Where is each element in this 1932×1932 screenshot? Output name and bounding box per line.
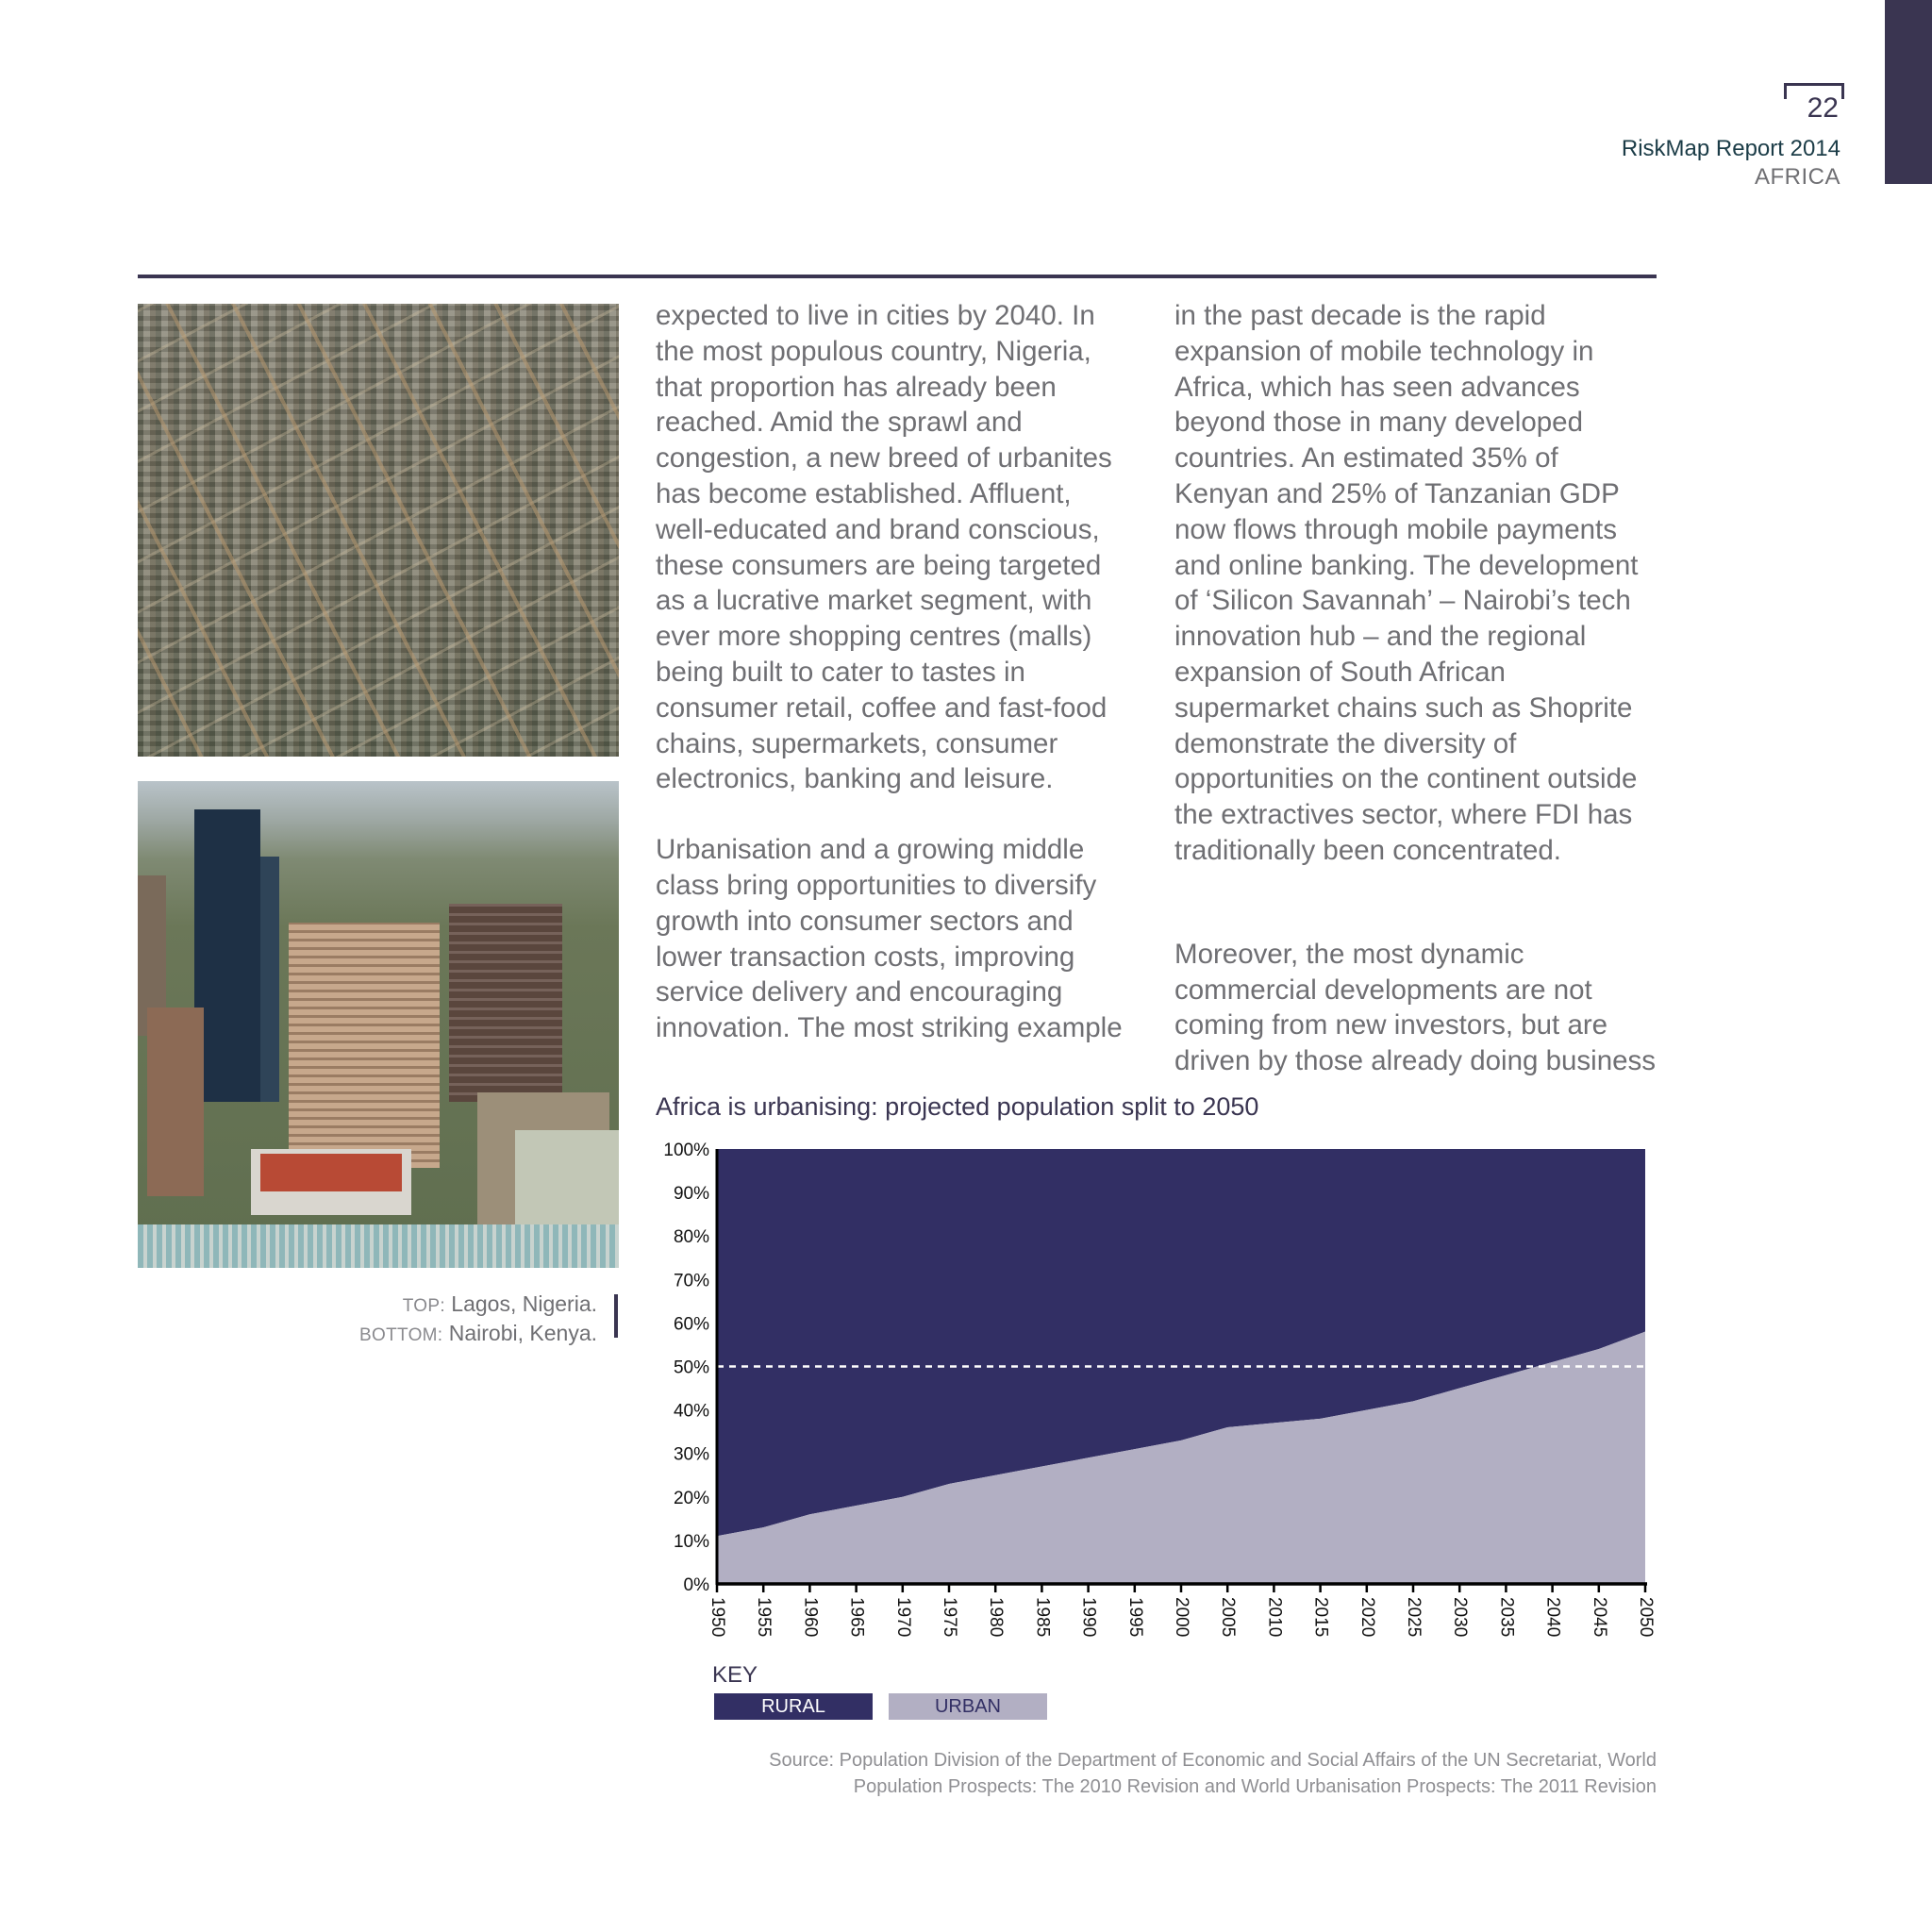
x-tick-label: 1990 bbox=[1078, 1597, 1099, 1638]
report-title: RiskMap Report 2014 bbox=[1621, 136, 1840, 161]
urbanisation-area-chart bbox=[651, 1132, 1660, 1660]
y-tick-label: 10% bbox=[673, 1531, 709, 1552]
body-paragraph bbox=[656, 298, 1146, 797]
legend-title: KEY bbox=[712, 1662, 758, 1688]
x-tick-label: 1970 bbox=[892, 1597, 913, 1638]
body-paragraph bbox=[1174, 298, 1665, 869]
body-line: supermarket chains such as Shoprite bbox=[1174, 691, 1633, 724]
body-line: lower transaction costs, improving bbox=[656, 941, 1075, 973]
body-line: well-educated and brand conscious, bbox=[656, 513, 1100, 545]
body-line: driven by those already doing business bbox=[1174, 1045, 1657, 1077]
body-line: of ‘Silicon Savannah’ – Nairobi’s tech bbox=[1174, 585, 1631, 617]
x-tick-label: 2030 bbox=[1450, 1597, 1471, 1638]
y-tick-label: 40% bbox=[673, 1401, 709, 1422]
x-tick-label: 1995 bbox=[1124, 1597, 1145, 1638]
y-tick-label: 50% bbox=[673, 1357, 709, 1378]
x-tick-label: 1965 bbox=[846, 1597, 867, 1638]
source-line: Population Prospects: The 2010 Revision and World Urbanisation Prospects: The 2011 Revision bbox=[853, 1776, 1657, 1797]
y-tick-label: 0% bbox=[683, 1575, 709, 1595]
body-line: Africa, which has seen advances bbox=[1174, 371, 1580, 403]
body-line: traditionally been concentrated. bbox=[1174, 834, 1561, 866]
caption-bottom-label: BOTTOM: bbox=[359, 1325, 443, 1345]
body-line: consumer retail, coffee and fast-food bbox=[656, 691, 1108, 724]
caption-top bbox=[359, 1291, 597, 1320]
body-column-left bbox=[656, 298, 1146, 1046]
body-line: these consumers are being targeted bbox=[656, 549, 1102, 581]
x-tick-label: 2025 bbox=[1403, 1597, 1424, 1638]
body-line: as a lucrative market segment, with bbox=[656, 585, 1092, 617]
y-tick-label: 90% bbox=[673, 1184, 709, 1205]
section-side-tab bbox=[1885, 0, 1932, 184]
caption-top-label: TOP: bbox=[402, 1296, 445, 1316]
body-line: coming from new investors, but are bbox=[1174, 1009, 1608, 1041]
x-tick-label: 2005 bbox=[1218, 1597, 1239, 1638]
body-line: congestion, a new breed of urbanites bbox=[656, 442, 1112, 475]
x-tick-label: 2050 bbox=[1635, 1597, 1656, 1638]
x-tick-label: 2015 bbox=[1310, 1597, 1331, 1638]
y-tick-label: 30% bbox=[673, 1444, 709, 1465]
body-line: Urbanisation and a growing middle bbox=[656, 834, 1085, 866]
legend-item-rural: RURAL bbox=[714, 1693, 873, 1720]
body-line: Kenyan and 25% of Tanzanian GDP bbox=[1174, 477, 1620, 509]
nairobi-skyline-photo bbox=[138, 781, 619, 1268]
body-line: expected to live in cities by 2040. In bbox=[656, 300, 1095, 331]
body-line: the extractives sector, where FDI has bbox=[1174, 799, 1633, 831]
y-tick-label: 70% bbox=[673, 1271, 709, 1291]
x-tick-label: 1985 bbox=[1032, 1597, 1053, 1638]
body-line: chains, supermarkets, consumer bbox=[656, 727, 1058, 759]
x-tick-label: 2010 bbox=[1264, 1597, 1285, 1638]
body-line: opportunities on the continent outside bbox=[1174, 763, 1638, 795]
x-tick-label: 2020 bbox=[1357, 1597, 1377, 1638]
photo-caption bbox=[359, 1291, 597, 1349]
body-paragraph bbox=[1174, 937, 1665, 1079]
body-line: reached. Amid the sprawl and bbox=[656, 407, 1023, 439]
body-line: innovation hub – and the regional bbox=[1174, 621, 1587, 653]
x-tick-label: 2045 bbox=[1589, 1597, 1609, 1638]
x-tick-label: 2040 bbox=[1542, 1597, 1563, 1638]
body-line: and online banking. The development bbox=[1174, 549, 1639, 581]
body-line: in the past decade is the rapid bbox=[1174, 300, 1546, 331]
page-number: 22 bbox=[1807, 92, 1839, 124]
x-tick-label: 2035 bbox=[1496, 1597, 1517, 1638]
y-tick-label: 20% bbox=[673, 1488, 709, 1508]
body-line: ever more shopping centres (malls) bbox=[656, 621, 1092, 653]
x-tick-label: 1975 bbox=[939, 1597, 959, 1638]
body-paragraph bbox=[656, 832, 1146, 1046]
body-line: expansion of South African bbox=[1174, 656, 1506, 688]
legend-item-urban: URBAN bbox=[889, 1693, 1047, 1720]
body-line: countries. An estimated 35% of bbox=[1174, 442, 1558, 475]
lagos-aerial-photo bbox=[138, 304, 619, 757]
body-line: demonstrate the diversity of bbox=[1174, 727, 1517, 759]
body-line: beyond those in many developed bbox=[1174, 407, 1583, 439]
body-line: now flows through mobile payments bbox=[1174, 513, 1617, 545]
y-tick-label: 100% bbox=[663, 1141, 709, 1160]
chart-source bbox=[769, 1747, 1657, 1800]
x-tick-label: 1955 bbox=[754, 1597, 774, 1638]
caption-bottom bbox=[359, 1320, 597, 1349]
body-line: expansion of mobile technology in bbox=[1174, 335, 1594, 367]
y-tick-label: 80% bbox=[673, 1227, 709, 1248]
report-section: AFRICA bbox=[1754, 164, 1840, 190]
body-line: class bring opportunities to diversify bbox=[656, 869, 1097, 901]
source-line: Source: Population Division of the Department of Economic and Social Affairs of the UN Secretariat, World bbox=[769, 1750, 1657, 1771]
body-line: that proportion has already been bbox=[656, 371, 1057, 403]
x-tick-label: 2000 bbox=[1171, 1597, 1191, 1638]
body-line: being built to cater to tastes in bbox=[656, 656, 1025, 688]
body-line: service delivery and encouraging bbox=[656, 976, 1063, 1008]
body-line: innovation. The most striking example bbox=[656, 1012, 1123, 1044]
chart-title: Africa is urbanising: projected population split to 2050 bbox=[656, 1092, 1259, 1121]
body-line: commercial developments are not bbox=[1174, 974, 1592, 1006]
body-column-right bbox=[1174, 298, 1665, 1079]
caption-bottom-text: Nairobi, Kenya. bbox=[448, 1321, 597, 1345]
body-line: the most populous country, Nigeria, bbox=[656, 335, 1091, 367]
header-rule bbox=[138, 275, 1657, 278]
body-line: has become established. Affluent, bbox=[656, 477, 1072, 509]
x-tick-label: 1980 bbox=[986, 1597, 1007, 1638]
body-line: growth into consumer sectors and bbox=[656, 905, 1074, 937]
body-line: Moreover, the most dynamic bbox=[1174, 938, 1524, 970]
caption-top-text: Lagos, Nigeria. bbox=[451, 1291, 597, 1316]
caption-accent-bar bbox=[614, 1294, 618, 1338]
y-tick-label: 60% bbox=[673, 1314, 709, 1335]
body-line: electronics, banking and leisure. bbox=[656, 763, 1054, 795]
x-tick-label: 1950 bbox=[707, 1597, 727, 1638]
x-tick-label: 1960 bbox=[800, 1597, 821, 1638]
